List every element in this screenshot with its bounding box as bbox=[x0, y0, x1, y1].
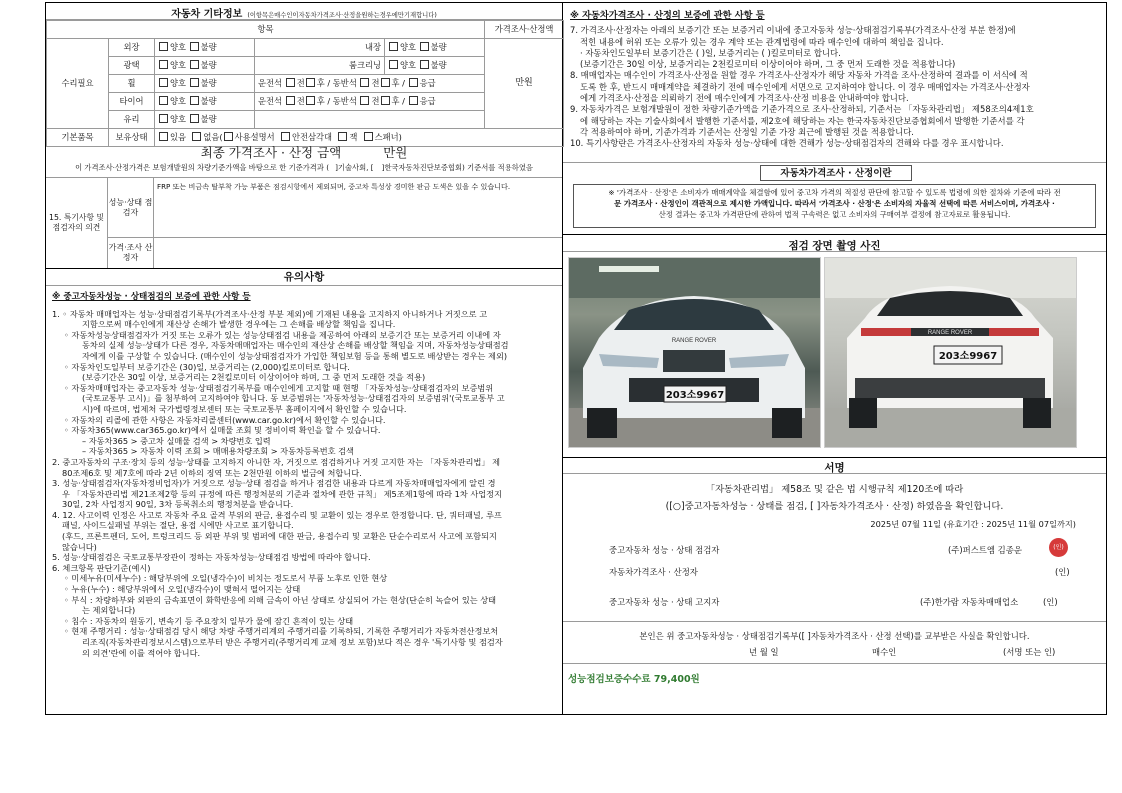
sign-line-1: 「자동차관리법」 제58조 및 같은 법 시행규칙 제120조에 따라 bbox=[705, 484, 964, 495]
notice-line: ◦ 누유(누수) : 해당부위에서 오일(냉각수)이 맺혀서 떨어지는 상태 bbox=[64, 584, 301, 595]
price-box-line: 문 가격조사 · 산정인이 객관적으로 제시한 가액입니다. 따라서 '가격조사 · 산정'은 소비자의 자율적 선택에 따른 서비스이며, 가격조사 · bbox=[614, 199, 1055, 208]
notice-line: 6. 체크항목 판단기준(예시) bbox=[52, 562, 151, 573]
exterior-label: 외장 bbox=[109, 39, 155, 57]
notice-line: – 자동차365 > 중고차 실매물 검색 > 차량번호 입력 bbox=[82, 435, 271, 446]
final-price-unit: 만원 bbox=[383, 145, 408, 160]
notice-line: (보증기간은 30일 이상, 보증거리는 2천킬로미터 이상이어야 하며, 그 중 먼저 도래한 것을 적용) bbox=[82, 372, 426, 383]
divider bbox=[563, 162, 1106, 163]
buyer-sign: (서명 또는 인) bbox=[1003, 647, 1056, 657]
notice-line: (후드, 프론트펜더, 도어, 트렁크리드 등 외판 부위 및 범퍼에 대한 판금, 용접수리 및 교환은 단순수리로서 사고에 포함되지 bbox=[62, 531, 497, 542]
other-info-title bbox=[46, 3, 562, 20]
room-options: 양호 불량 bbox=[385, 57, 485, 75]
price-note-line: 9. 자동차가격은 보험개발원이 정한 차량기준가액을 기준가격으로 조사·산정하되, 기준서는 「자동차관리법」 제58조의4제1호 bbox=[570, 104, 1034, 115]
signer-2-seal: (인) bbox=[1055, 567, 1070, 577]
glass-blank bbox=[255, 111, 485, 129]
other-info-note: (이항목은매수인이자동차가격조사·산정을원하는경우에만기재합니다) bbox=[247, 12, 437, 19]
notice-heading: ※ 중고자동차성능 · 상태점검의 보증에 관한 사항 등 bbox=[52, 292, 251, 302]
divider bbox=[563, 663, 1106, 664]
notice-line: 4. 12. 사고이력 인정은 사고로 자동차 주요 골격 부위의 판금, 용접수리 및 교환이 있는 경우로 한정합니다. 단, 쿼터패널, 루프 bbox=[52, 509, 502, 520]
checkbox[interactable] bbox=[190, 96, 199, 105]
gloss-label: 광택 bbox=[109, 57, 155, 75]
price-note-line: 7. 가격조사·산정자는 아래의 보증기간 또는 보증거리 이내에 중고자동차 성능·상태점검기록부(가격조사·산정 부분 한정)에 bbox=[570, 25, 1016, 36]
interior-label: 내장 bbox=[255, 39, 385, 57]
tire-options: 양호 불량 bbox=[155, 93, 255, 111]
final-price-line bbox=[46, 143, 562, 161]
opinion-inspector-text: FRP 또는 비금속 탈부착 가능 부품은 점검시항에서 제외되며, 중고차 특성상 경미한 판금 도색은 있을 수 있습니다. bbox=[154, 178, 562, 238]
other-info-heading: 자동차 기타정보 bbox=[171, 9, 243, 20]
price-note-line: 8. 매매업자는 매수인이 가격조사·산정을 원할 경우 가격조사·산정자가 해당 자동차 가격을 조사·산정하여 결과를 이 서식에 적 bbox=[570, 70, 1028, 81]
opinion-inspector-label: 성능·상태 점검자 bbox=[108, 178, 154, 238]
glass-label: 유리 bbox=[109, 111, 155, 129]
price-note-line: 도록 한 후, 반드시 매매계약을 체결하기 전에 매수인에게 서면으로 고지하여야 합니다. 이 경우 매매업자는 가격조사·산정자 bbox=[580, 81, 1030, 92]
notice-line: 80조제6호 및 제7호에 따라 2년 이하의 징역 또는 2천만원 이하의 벌금에 처합니다. bbox=[62, 467, 362, 478]
signer-2-role: 자동차가격조사 · 산정자 bbox=[609, 567, 698, 577]
opinion-price-label: 가격·조사 산정자 bbox=[108, 238, 154, 268]
notice-line: 시)에 따르며, 법제처 국가법령정보센터 또는 국토교통부 홈페이지에서 확인할 수 있습니다. bbox=[82, 403, 407, 414]
price-note-line: 적힌 내용에 허위 또는 오류가 있는 경우 계약 또는 관계법령에 따라 매수인에 대하여 책임을 집니다. bbox=[580, 36, 944, 47]
price-note-line: (보증기간은 30일 이상, 보증거리는 2천킬로미터 이상이어야 하며, 그 중 먼저 도래한 것을 적용합니다) bbox=[580, 59, 956, 70]
checkbox[interactable] bbox=[306, 96, 315, 105]
rear-car-image bbox=[825, 258, 1076, 447]
signer-1-seal: (인) bbox=[1049, 538, 1068, 557]
room-label: 룸크리닝 bbox=[255, 57, 385, 75]
price-note-line: 에 해당하는 자는 기술사회에서 발행한 기준서를, 제2호에 해당하는 자는 한국자동차진단보증협회에서 발행한 기준서를 각 bbox=[580, 115, 1025, 126]
notice-line: ◦ 현재 주행거리 : 성능·상태점검 당시 해당 차량 주행거리계의 주행거리를 기록하되, 기록한 주행거리가 자동차전산정보처 bbox=[64, 626, 499, 637]
price-unit-cell: 만원 bbox=[485, 39, 564, 129]
checkbox[interactable] bbox=[190, 42, 199, 51]
notice-line: 2. 중고자동차의 구조·장치 등의 성능·상태를 고지하지 아니한 자, 거짓으로 점검하거나 거짓 고지한 자는 「자동차관리법」 제 bbox=[52, 456, 501, 467]
checkbox[interactable] bbox=[190, 114, 199, 123]
right-column bbox=[563, 3, 1106, 714]
front-badge: RANGE ROVER bbox=[671, 338, 717, 344]
notice-line: (국토교통부 고시)」를 첨부하여 고지하여야 합니다. 동 보증범위는 '자동차성능·상태점검자의 보증범위'(국토교통부 고 bbox=[82, 393, 505, 404]
notice-line: 우 「자동차관리법 제21조제2항 등의 규정에 따른 행정처분의 기준과 절차에 관한 규칙」 제5조제1항에 따라 1차 사업정지 bbox=[62, 488, 502, 499]
tire-label: 타이어 bbox=[109, 93, 155, 111]
rear-badge: RANGE ROVER bbox=[927, 330, 973, 336]
notice-body bbox=[52, 292, 558, 658]
photo-title: 점검 장면 촬영 사진 bbox=[563, 234, 1106, 252]
sign-title: 서명 bbox=[563, 457, 1106, 474]
signer-3-role: 중고자동차 성능 · 상태 고지자 bbox=[609, 597, 720, 607]
basic-items-label: 기본품목 bbox=[47, 129, 109, 147]
notice-line: ◦ 자동차인도일부터 보증기간은 (30)일, 보증거리는 (2,000)킬로미터로 합니다. bbox=[64, 361, 350, 372]
fee-text: 성능점검보증수수료 79,400원 bbox=[568, 674, 700, 685]
wheel-options: 양호 불량 bbox=[155, 75, 255, 93]
checkbox[interactable] bbox=[360, 78, 369, 87]
notice-line: 는 제외합니다) bbox=[82, 605, 136, 616]
opinion-label: 15. 특기사항 및 점검자의 의견 bbox=[46, 178, 108, 268]
col-price-header: 가격조사·산정액 bbox=[485, 21, 564, 39]
notice-line: 1. ◦ 자동차 매매업자는 성능·상태점검기록부(가격조사·산정 부분 제외)에 기재된 내용을 고지하지 아니하거나 거짓으로 고 bbox=[52, 308, 488, 319]
gloss-options: 양호 불량 bbox=[155, 57, 255, 75]
checkbox[interactable] bbox=[409, 96, 418, 105]
checkbox[interactable] bbox=[159, 60, 168, 69]
notice-line: 의 의견'란에 이를 적어야 합니다. bbox=[82, 647, 201, 658]
checkbox[interactable] bbox=[159, 42, 168, 51]
receipt-date: 년 월 일 bbox=[749, 647, 779, 657]
interior-options: 양호 불량 bbox=[385, 39, 485, 57]
checkbox[interactable] bbox=[420, 60, 429, 69]
tire-positions: 운전석 전 후 / 동반석 전 후 / 응급 bbox=[255, 93, 485, 111]
opinion-block bbox=[46, 178, 562, 268]
notice-line: 5. 성능·상태점검은 국토교통부장관이 정하는 자동차성능·상태점검 방법에 따라야 합니다. bbox=[52, 552, 371, 563]
checkbox[interactable] bbox=[389, 60, 398, 69]
checkbox[interactable] bbox=[409, 78, 418, 87]
checkbox[interactable] bbox=[381, 96, 390, 105]
checkbox[interactable] bbox=[381, 78, 390, 87]
checkbox[interactable] bbox=[420, 42, 429, 51]
final-price-block bbox=[46, 140, 562, 178]
notice-line: ◦ 자동차매매업자는 중고자동차 성능·상태점검기록부를 매수인에게 고지할 때 현행 「자동차성능·상태점검자의 보증범위 bbox=[64, 382, 494, 393]
price-note-line: 에게 가격조사·산정을 의뢰하기 전에 매수인에게 가격조사·산정 비용을 안내하여야 합니다. bbox=[580, 93, 909, 104]
left-column bbox=[46, 3, 563, 714]
front-plate: 203소9967 bbox=[665, 390, 725, 401]
col-item-header: 항목 bbox=[47, 21, 485, 39]
front-car-photo bbox=[568, 257, 821, 448]
notice-line: – 자동차365 > 자동차 이력 조회 > 매매용차량조회 > 자동차등록번호 검색 bbox=[82, 446, 354, 457]
exterior-options: 양호 불량 bbox=[155, 39, 255, 57]
checkbox[interactable] bbox=[159, 96, 168, 105]
final-price-title: 최종 가격조사 · 산정 금액 bbox=[200, 145, 342, 160]
checkbox[interactable] bbox=[159, 114, 168, 123]
signer-1-role: 중고자동차 성능 · 상태 점검자 bbox=[609, 545, 720, 555]
divider bbox=[563, 621, 1106, 622]
front-car-image bbox=[569, 258, 820, 447]
rear-car-photo bbox=[824, 257, 1077, 448]
wheel-positions: 운전석 전 후 / 동반석 전 후 / 응급 bbox=[255, 75, 485, 93]
rear-plate: 203소9967 bbox=[938, 351, 998, 362]
possession-label: 보유상태 bbox=[109, 129, 155, 147]
notice-line: 30일, 2차 사업정지 90일, 3차 등록취소의 행정처분을 받습니다. bbox=[62, 499, 294, 510]
sign-date: 2025년 07월 11일 (유효기간 : 2025년 11월 07일까지) bbox=[870, 519, 1076, 529]
notice-line: ◦ 자동차의 리콜에 관한 사항은 자동차리콜센터(www.car.go.kr)에서 확인할 수 있습니다. bbox=[64, 414, 386, 425]
wheel-label: 휠 bbox=[109, 75, 155, 93]
notice-line: 리조직(자동차관리정보시스템)으로부터 받은 주행거리(주행거리계 교체 정보 포함)보다 적은 경우 '특기사항 및 점검자 bbox=[82, 637, 503, 647]
checkbox[interactable] bbox=[306, 78, 315, 87]
notice-line: 지함으로써 매수인에게 재산상 손해가 발생한 경우에는 그 손해를 배상할 책임을 집니다. bbox=[82, 319, 396, 330]
checkbox[interactable] bbox=[389, 42, 398, 51]
price-guarantee-heading: ※ 자동차가격조사 · 산정의 보증에 관한 사항 등 bbox=[570, 10, 765, 21]
notice-line: 않습니다) bbox=[62, 541, 97, 552]
checkbox[interactable] bbox=[190, 60, 199, 69]
repair-group-label: 수리필요 bbox=[47, 39, 109, 129]
buyer-label: 매수인 bbox=[872, 647, 897, 657]
notice-line: 동차의 실제 성능·상태가 다른 경우, 자동차매매업자는 매수인의 재산상 손해를 배상할 책임을 지며, 자동차성능상태점검 bbox=[82, 340, 509, 351]
notice-line: 3. 성능·상태점검자(자동차정비업자)가 거짓으로 성능·상태 점검을 하거나 점검한 내용과 다르게 자동차매매업자에게 알린 경 bbox=[52, 478, 496, 489]
notice-title: 유의사항 bbox=[46, 268, 562, 286]
notice-line: ◦ 자동차성능상태점검자가 거짓 또는 오류가 있는 성능상태점검 내용을 제공하여 아래의 보증기간 또는 보증거리 이내에 자 bbox=[64, 329, 501, 340]
checkbox[interactable] bbox=[190, 78, 199, 87]
price-note-line: · 자동차인도일부터 보증기간은 ( )일, 보증거리는 ( )킬로미터로 합니다. bbox=[580, 47, 841, 58]
notice-line: ◦ 침수 : 자동차의 원동기, 변속기 등 주요장치 일부가 물에 잠긴 흔적이 있는 상태 bbox=[64, 615, 354, 626]
sign-line-2: ([○]중고자동차성능 · 상태를 점검, [ ]자동차가격조사 · 산정) 하였음을 확인합니다. bbox=[665, 501, 1004, 512]
price-box-title: 자동차가격조사 · 산정이란 bbox=[760, 165, 912, 181]
signer-3-name: (주)한가람 자동차매매업소 bbox=[920, 597, 1019, 607]
glass-options: 양호 불량 bbox=[155, 111, 255, 129]
signer-3-seal: (인) bbox=[1043, 597, 1058, 607]
price-note-line: 각 적용하여야 하며, 기준가격과 기준서는 산정일 기준 가장 최근에 발행된 것을 적용합니다. bbox=[580, 126, 914, 137]
signer-1-name: (주)퍼스트엠 김종운 bbox=[948, 545, 1022, 555]
checkbox[interactable] bbox=[360, 96, 369, 105]
final-price-note: 이 가격조사·산정가격은 보험개발원의 차량기준가액을 바탕으로 한 기준가격과 ( ]기술사회, [ ]한국자동차진단보증협회) 기준서를 적용하였음 bbox=[75, 163, 533, 172]
checkbox[interactable] bbox=[286, 96, 295, 105]
notice-line: 자에게 이를 구상할 수 있습니다. (매수인이 성능상태점검자가 가입한 책임보험 등을 통해 별도로 배상받는 경우는 제외) bbox=[82, 350, 508, 361]
receipt-text: 본인은 위 중고자동차성능 · 상태점검기록부([ ]자동차가격조사 · 산정 선택)를 교부받은 사실을 확인합니다. bbox=[639, 631, 1030, 641]
notice-line: ◦ 부식 : 차량하부와 외판의 금속표면이 화학반응에 의해 금속이 아닌 상태로 상실되어 가는 현상(단순히 녹슬어 있는 상태 bbox=[64, 594, 497, 605]
notice-line: 패널, 사이드실패널 부위는 절단, 용접 시에만 사고로 표기합니다. bbox=[62, 520, 294, 531]
other-info-table bbox=[46, 20, 562, 147]
price-box-line: ※ '가격조사 · 산정'은 소비자가 매매계약을 체결함에 있어 중고차 가격의 적절성 판단에 참고할 수 있도록 법령에 의한 절차와 기준에 따라 전 bbox=[608, 188, 1061, 197]
notice-line: ◦ 자동차365(www.car365.go.kr)에서 실매물 조회 및 정비이력 확인을 할 수 있습니다. bbox=[64, 425, 381, 436]
opinion-price-text bbox=[154, 238, 562, 268]
price-guarantee-section bbox=[570, 10, 1101, 150]
price-note-line: 10. 특기사항란은 가격조사·산정자의 자동차 성능·상태에 대한 견해가 성능·상태점검자의 견해와 다를 경우 표시합니다. bbox=[570, 138, 1004, 149]
checkbox[interactable] bbox=[286, 78, 295, 87]
price-box bbox=[573, 184, 1096, 228]
inspection-sheet bbox=[45, 2, 1107, 715]
possession-options: 있음 없음( 사용설명서 안전삼각대 잭 스패너) bbox=[155, 129, 564, 147]
price-box-line: 산정 결과는 중고차 가격판단에 관하여 법적 구속력은 없고 소비자의 구매여부 결정에 참고자료로 활용됩니다. bbox=[658, 210, 1011, 219]
checkbox[interactable] bbox=[159, 78, 168, 87]
notice-line: ◦ 미세누유(미세누수) : 해당부위에 오일(냉각수)이 비치는 정도로서 부품 노후로 인한 현상 bbox=[64, 573, 388, 584]
